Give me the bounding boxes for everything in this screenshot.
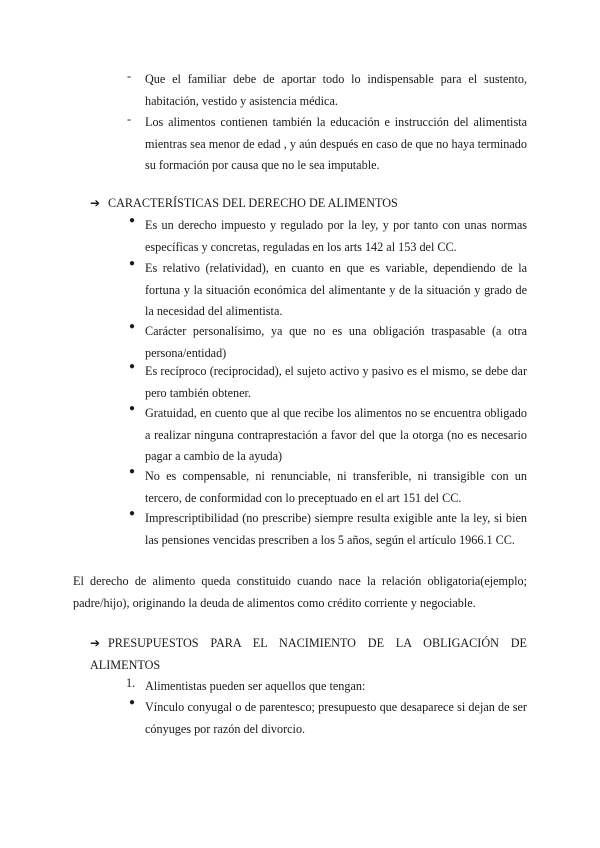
bullet-icon: ● — [129, 258, 136, 269]
bullet-icon: ● — [129, 697, 136, 708]
arrow-icon: ➔ — [90, 196, 101, 210]
bullet-icon: ● — [129, 361, 136, 372]
bullet-icon: ● — [129, 215, 136, 226]
list-item-text: Imprescriptibilidad (no prescribe) siempre resulta exigible ante la ley, si bien las pensiones vencidas prescriben a los 5 años, según el artículo 1966.1 CC. — [145, 511, 527, 547]
list-item-text: Carácter personalísimo, ya que no es una obligación traspasable (a otra persona/entidad) — [145, 324, 527, 360]
dash-item-text: Los alimentos contienen también la educación e instrucción del alimentista mientras sea menor de edad , y aún después en caso de que no haya terminado su formación por causa que no le sea imputable. — [145, 115, 527, 172]
list-item-text: Es un derecho impuesto y regulado por la ley, y por tanto con unas normas específicas y concretas, reguladas en los arts 142 al 153 del CC. — [145, 218, 527, 254]
list-item-text: Es relativo (relatividad), en cuanto en que es variable, dependiendo de la fortuna y la situación económica del alimentante y de la situación y grado de la necesidad del alimentista. — [145, 261, 527, 318]
bullet-icon: ● — [129, 403, 136, 414]
section-title: CARACTERÍSTICAS DEL DERECHO DE ALIMENTOS — [108, 196, 398, 210]
section-title: PRESUPUESTOS PARA EL NACIMIENTO DE LA OBLIGACIÓN DE ALIMENTOS — [90, 636, 527, 672]
section-heading-caracteristicas — [90, 193, 527, 215]
list-item-text: No es compensable, ni renunciable, ni transferible, ni transigible con un tercero, de conformidad con lo preceptuado en el art 151 del CC. — [145, 469, 527, 505]
bullet-icon: ● — [129, 508, 136, 519]
dash-marker: - — [127, 112, 132, 126]
section-heading-presupuestos — [90, 633, 527, 676]
body-paragraph: El derecho de alimento queda constituido cuando nace la relación obligatoria(ejemplo; padre/hijo), originando la deuda de alimentos como crédito corriente y negociable. — [73, 574, 527, 610]
list-item-text: Vínculo conyugal o de parentesco; presupuesto que desaparece si dejan de ser cónyuges por razón del divorcio. — [145, 700, 527, 736]
dash-marker: - — [127, 69, 132, 83]
arrow-icon: ➔ — [90, 636, 101, 650]
dash-item-text: Que el familiar debe de aportar todo lo indispensable para el sustento, habitación, vestido y asistencia médica. — [145, 72, 527, 108]
bullet-icon: ● — [129, 321, 136, 332]
list-item-text: Es recíproco (reciprocidad), el sujeto activo y pasivo es el mismo, se debe dar pero también obtener. — [145, 364, 527, 400]
list-item-text: Gratuidad, en cuento que al que recibe los alimentos no se encuentra obligado a realizar ninguna contraprestación a favor del que la otorga (no es necesario pagar a cambio de la ayuda) — [145, 406, 527, 463]
item-number: 1. — [126, 676, 136, 690]
numbered-item-text: Alimentistas pueden ser aquellos que tengan: — [145, 679, 366, 693]
bullet-icon: ● — [129, 466, 136, 477]
